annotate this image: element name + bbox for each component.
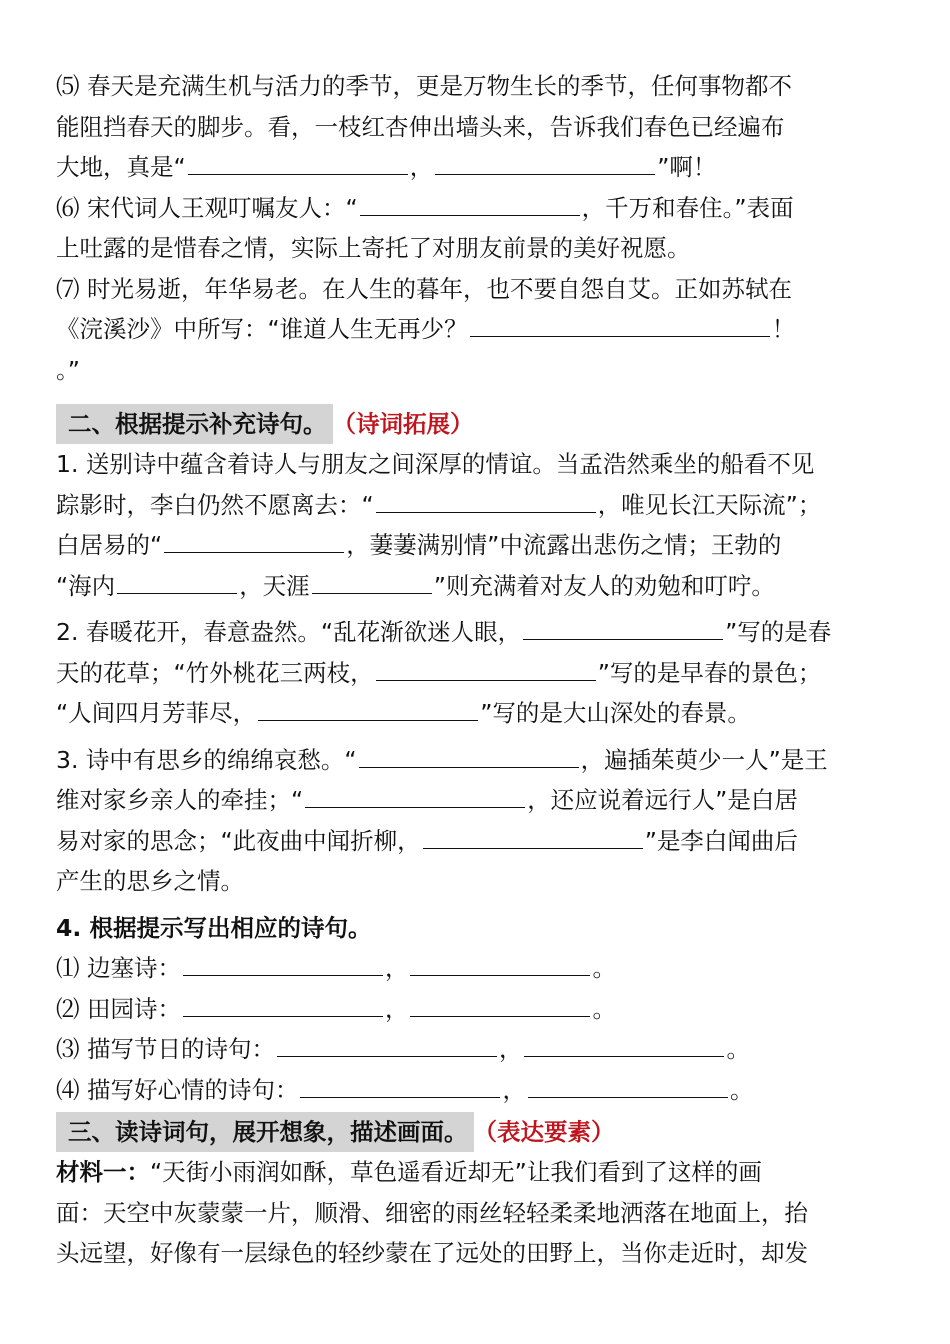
answer-blank[interactable] xyxy=(183,951,383,976)
q6-text-b: ，千万和春住。”表面 xyxy=(581,193,794,222)
s2q2-line-1 xyxy=(56,612,896,653)
answer-blank[interactable] xyxy=(188,150,408,175)
separator: ， xyxy=(498,1035,523,1063)
q6-line-2: 上吐露的是惜春之情，实际上寄托了对朋友前景的美好祝愿。 xyxy=(56,234,691,262)
material1-text: “天街小雨润如酥，草色遥看近却无”让我们看到了这样的画 xyxy=(150,1158,762,1186)
end-mark: 。 xyxy=(729,1075,754,1104)
s2q4-item xyxy=(56,989,896,1030)
s2q2-text-a: 2. 春暖花开，春意盎然。“乱花渐欲迷人眼， xyxy=(56,618,522,646)
end-mark: 。 xyxy=(726,1035,750,1063)
s2q1-line-1: 1. 送别诗中蕴含着诗人与朋友之间深厚的情谊。当孟浩然乘坐的船看不见 xyxy=(56,450,815,478)
s2q1-line-2 xyxy=(56,485,896,526)
s2q1-text-d: ，萋萋满别情”中流露出悲伤之情；王勃的 xyxy=(346,531,782,559)
answer-blank[interactable] xyxy=(410,992,590,1017)
q5-text-a: 大地，真是“ xyxy=(56,153,186,181)
section-3-header xyxy=(56,1112,896,1152)
s2q4-title: 4. 根据提示写出相应的诗句。 xyxy=(56,913,372,942)
q5-line-3 xyxy=(56,147,896,188)
s2q4-item-label: ⑶ 描写节日的诗句： xyxy=(56,1035,275,1063)
answer-blank[interactable] xyxy=(528,1073,728,1098)
answer-blank[interactable] xyxy=(470,312,770,337)
s2q3-line-4: 产生的思乡之情。 xyxy=(56,867,244,895)
s2q2-line-3 xyxy=(56,693,896,734)
s2q3-line-1 xyxy=(56,740,896,781)
document-page xyxy=(56,66,896,1274)
q7-text-b: ！ xyxy=(771,315,796,343)
answer-blank[interactable] xyxy=(410,951,590,976)
s2q4-item xyxy=(56,1070,896,1111)
q7-line-1: ⑺ 时光易逝，年华易老。在人生的暮年，也不要自怨自艾。正如苏轼在 xyxy=(56,274,792,303)
q7-line-2 xyxy=(56,309,896,350)
answer-blank[interactable] xyxy=(376,488,596,513)
s2q1-text-a: 踪影时，李白仍然不愿离去：“ xyxy=(56,490,374,519)
s2q2-text-e: “人间四月芳菲尽， xyxy=(56,699,257,727)
s2q2-text-d: ”写的是早春的景色； xyxy=(597,658,822,687)
answer-blank[interactable] xyxy=(164,528,344,553)
s2q2-text-f: ”写的是大山深处的春景。 xyxy=(480,699,751,727)
s2q2-text-c: 天的花草；“竹外桃花三两枝， xyxy=(56,658,374,687)
s2q4-item-label: ⑷ 描写好心情的诗句： xyxy=(56,1075,299,1104)
s2q3-line-3 xyxy=(56,821,896,862)
s2q1-line-3 xyxy=(56,525,896,566)
s2q3-text-b: ，遍插茱萸少一人”是王 xyxy=(580,745,828,774)
q7-line-3: 。” xyxy=(56,355,80,384)
separator: ， xyxy=(384,954,409,982)
answer-blank[interactable] xyxy=(305,783,525,808)
s2q3-text-e: 易对家的思念；“此夜曲中闻折柳， xyxy=(56,826,421,855)
s2q1-text-b: ，唯见长江天际流”； xyxy=(597,490,822,519)
s2q3-text-d: ，还应说着远行人”是白居 xyxy=(527,786,798,814)
answer-blank[interactable] xyxy=(183,992,383,1017)
section-3-title: 三、读诗词句，展开想象，描述画面。 xyxy=(56,1112,474,1152)
answer-blank[interactable] xyxy=(360,191,580,216)
q5-line-2: 能阻挡春天的脚步。看，一枝红杏伸出墙头来，告诉我们春色已经遍布 xyxy=(56,112,785,141)
q7-text-a: 《浣溪沙》中所写：“谁道人生无再少？ xyxy=(56,315,468,343)
q6-text-a: ⑹ 宋代词人王观叮嘱友人：“ xyxy=(56,193,358,222)
s2q3-line-2 xyxy=(56,780,896,821)
section-2-header xyxy=(56,404,896,444)
answer-blank[interactable] xyxy=(117,569,237,594)
answer-blank[interactable] xyxy=(258,696,478,721)
s2q1-text-c: 白居易的“ xyxy=(56,531,163,559)
end-mark: 。 xyxy=(592,994,616,1023)
s2q1-text-e: “海内 xyxy=(56,571,116,600)
s2q4-item-label: ⑴ 边塞诗： xyxy=(56,954,181,982)
s2q1-text-g: ”则充满着对友人的劝勉和叮咛。 xyxy=(433,571,775,600)
s2q3-text-c: 维对家乡亲人的牵挂；“ xyxy=(56,786,304,814)
s2q4-item-label: ⑵ 田园诗： xyxy=(56,994,181,1023)
answer-blank[interactable] xyxy=(277,1032,497,1057)
separator: ， xyxy=(502,1075,526,1104)
q6-line-1 xyxy=(56,188,896,229)
separator: ， xyxy=(384,994,409,1023)
s2q3-text-a: 3. 诗中有思乡的绵绵哀愁。“ xyxy=(56,745,357,774)
q5-text-c: ”啊！ xyxy=(657,153,717,181)
section-3-tag: （表达要素） xyxy=(473,1118,615,1146)
material1-line-3: 头远望，好像有一层绿色的轻纱蒙在了远处的田野上，当你走近时，却发 xyxy=(56,1239,808,1267)
s2q2-text-b: ”写的是春 xyxy=(725,618,832,646)
s2q1-text-f: ，天涯 xyxy=(239,571,310,600)
material1-label: 材料一： xyxy=(56,1158,150,1186)
section-2-title: 二、根据提示补充诗句。 xyxy=(56,404,333,444)
answer-blank[interactable] xyxy=(524,1032,724,1057)
answer-blank[interactable] xyxy=(300,1073,500,1098)
answer-blank[interactable] xyxy=(435,150,655,175)
s2q4-item xyxy=(56,1029,896,1070)
s2q2-line-2 xyxy=(56,653,896,694)
q5-text-b: ， xyxy=(409,153,434,181)
material1-line-2: 面：天空中灰蒙蒙一片，顺滑、细密的雨丝轻轻柔柔地洒落在地面上，抬 xyxy=(56,1198,808,1227)
answer-blank[interactable] xyxy=(359,743,579,768)
s2q1-line-4 xyxy=(56,566,896,607)
answer-blank[interactable] xyxy=(376,656,596,681)
s2q3-text-f: ”是李白闻曲后 xyxy=(644,826,798,855)
section-2-tag: （诗词拓展） xyxy=(332,410,474,438)
answer-blank[interactable] xyxy=(523,615,723,640)
q5-line-1: ⑸ 春天是充满生机与活力的季节，更是万物生长的季节，任何事物都不 xyxy=(56,72,792,100)
s2q4-item xyxy=(56,948,896,989)
answer-blank[interactable] xyxy=(312,569,432,594)
end-mark: 。 xyxy=(592,954,616,982)
answer-blank[interactable] xyxy=(423,824,643,849)
material1-line-1 xyxy=(56,1152,896,1193)
